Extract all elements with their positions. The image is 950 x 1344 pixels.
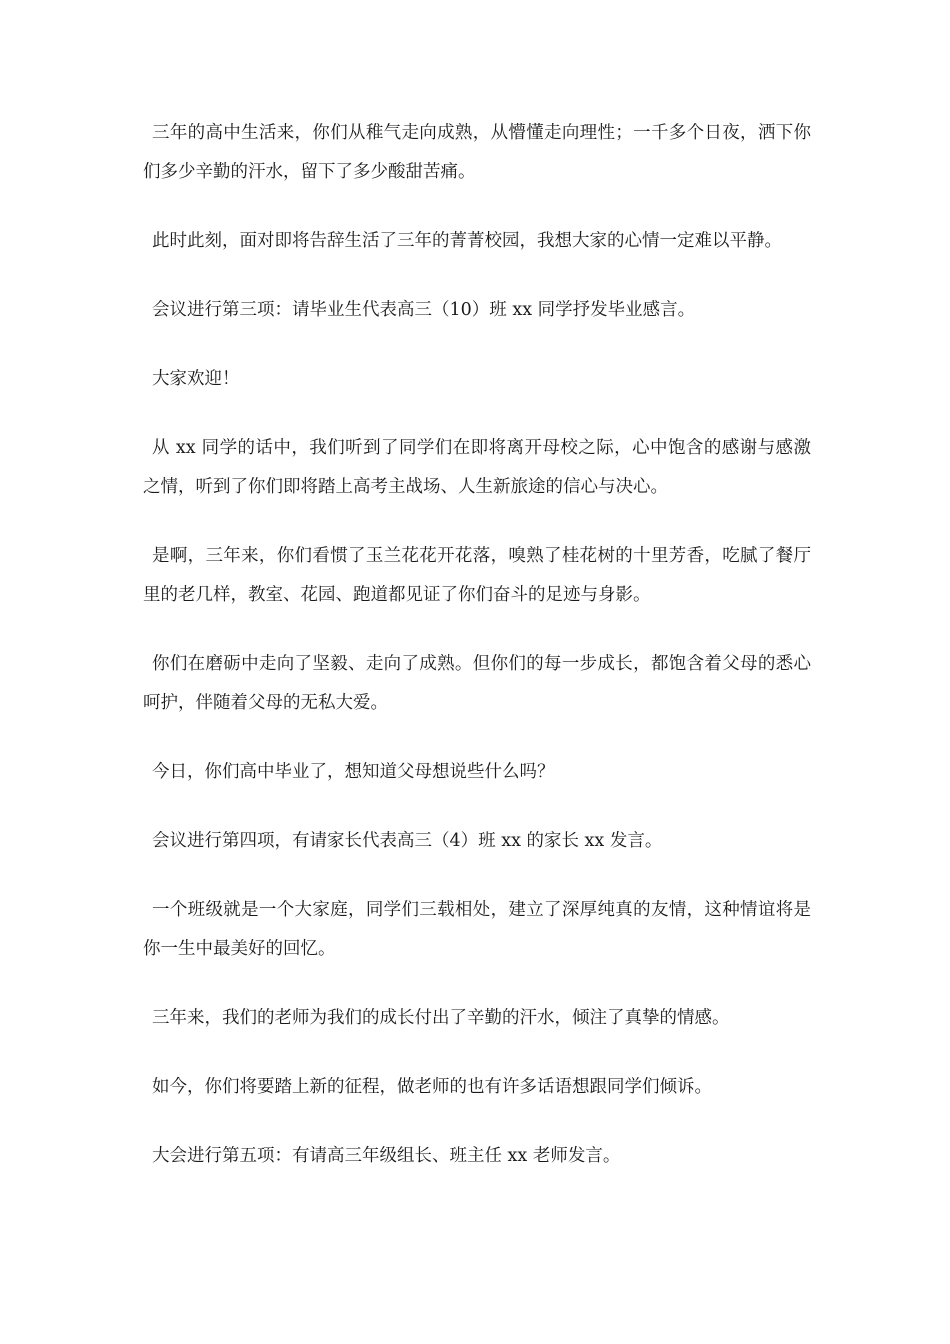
paragraph: 是啊，三年来，你们看惯了玉兰花花开花落，嗅熟了桂花树的十里芳香，吃腻了餐厅里的老几样，教室、花园、跑道都见证了你们奋斗的足迹与身影。	[143, 546, 811, 605]
paragraph: 从 xx 同学的话中，我们听到了同学们在即将离开母校之际，心中饱含的感谢与感激之情，听到了你们即将踏上高考主战场、人生新旅途的信心与决心。	[143, 438, 811, 497]
paragraph: 会议进行第三项：请毕业生代表高三（10）班 xx 同学抒发毕业感言。	[152, 300, 696, 320]
paragraph: 一个班级就是一个大家庭，同学们三载相处，建立了深厚纯真的友情，这种情谊将是你一生中最美好的回忆。	[143, 900, 811, 959]
paragraph: 大会进行第五项：有请高三年级组长、班主任 xx 老师发言。	[152, 1146, 621, 1166]
document-body	[143, 114, 811, 1206]
paragraph: 三年来，我们的老师为我们的成长付出了辛勤的汗水，倾注了真挚的情感。	[152, 1008, 730, 1028]
paragraph: 会议进行第四项，有请家长代表高三（4）班 xx 的家长 xx 发言。	[152, 831, 663, 851]
paragraph: 三年的高中生活来，你们从稚气走向成熟，从懵懂走向理性；一千多个日夜，洒下你们多少辛勤的汗水，留下了多少酸甜苦痛。	[143, 123, 811, 182]
paragraph: 如今，你们将要踏上新的征程，做老师的也有许多话语想跟同学们倾诉。	[152, 1077, 712, 1097]
paragraph: 大家欢迎！	[152, 369, 240, 389]
paragraph: 你们在磨砺中走向了坚毅、走向了成熟。但你们的每一步成长，都饱含着父母的悉心呵护，伴随着父母的无私大爱。	[143, 654, 811, 713]
paragraph: 此时此刻，面对即将告辞生活了三年的菁菁校园，我想大家的心情一定难以平静。	[152, 231, 782, 251]
paragraph: 今日，你们高中毕业了，想知道父母想说些什么吗？	[152, 762, 555, 782]
